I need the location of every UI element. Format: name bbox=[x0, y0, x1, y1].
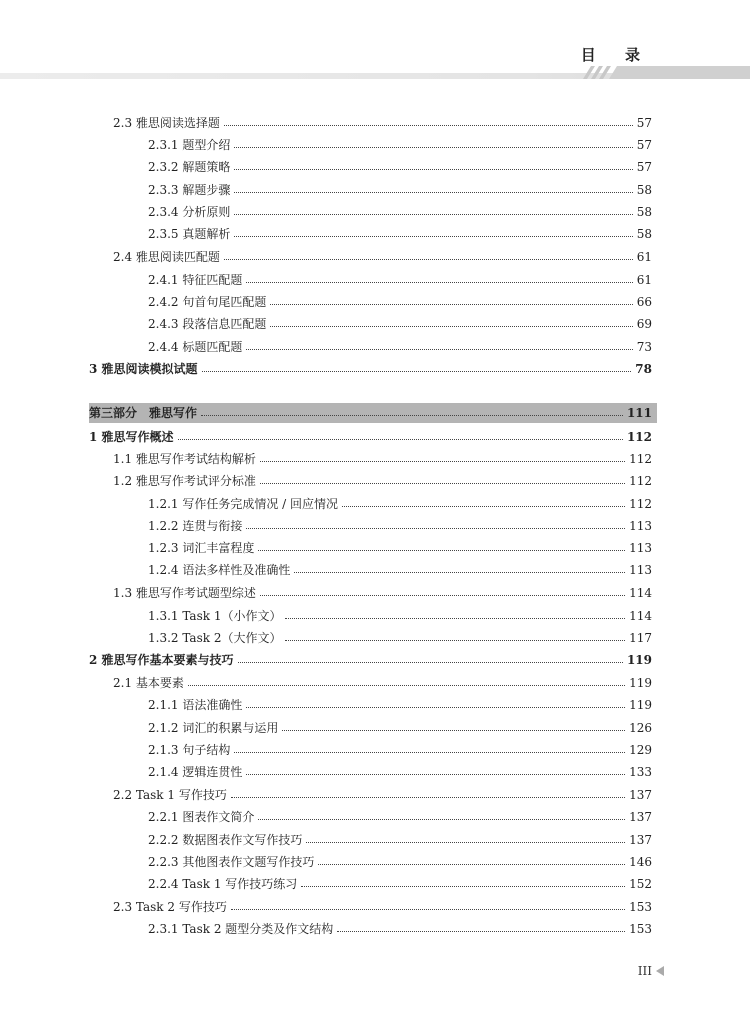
toc-entry-title: 2.4 雅思阅读匹配题 bbox=[113, 250, 220, 264]
toc-dot-leader bbox=[260, 460, 625, 462]
toc-entry-title: 2 雅思写作基本要素与技巧 bbox=[89, 653, 234, 667]
toc-dot-leader bbox=[260, 594, 625, 596]
toc-entry-title: 2.4.4 标题匹配题 bbox=[148, 340, 243, 354]
toc-dot-leader bbox=[294, 571, 625, 573]
toc-entry bbox=[0, 247, 750, 267]
toc-dot-leader bbox=[258, 818, 625, 820]
toc-page-number: 119 bbox=[629, 676, 652, 690]
toc-page-number: 61 bbox=[636, 273, 652, 287]
toc-entry bbox=[0, 516, 750, 536]
toc-page-number: 58 bbox=[636, 183, 652, 197]
toc-page-number: 112 bbox=[629, 474, 652, 488]
toc-entry-title: 2.4.3 段落信息匹配题 bbox=[148, 317, 267, 331]
toc-page-number: 137 bbox=[629, 788, 652, 802]
toc-entry-title: 2.4.2 句首句尾匹配题 bbox=[148, 295, 267, 309]
toc-entry bbox=[0, 292, 750, 312]
toc-page-number: 57 bbox=[636, 138, 652, 152]
toc-entry bbox=[0, 740, 750, 760]
toc-entry-title: 2.1.4 逻辑连贯性 bbox=[148, 765, 243, 779]
toc-page-number: 137 bbox=[629, 833, 652, 847]
toc-entry bbox=[0, 874, 750, 894]
toc-dot-leader bbox=[231, 796, 625, 798]
toc-entry bbox=[0, 718, 750, 738]
toc-dot-leader bbox=[234, 235, 633, 237]
toc-entry bbox=[0, 224, 750, 244]
toc-entry-title: 1.2.4 语法多样性及准确性 bbox=[148, 563, 291, 577]
toc-entry-title: 1 雅思写作概述 bbox=[89, 430, 174, 444]
toc-page-number: 153 bbox=[629, 922, 652, 936]
toc-entry-title: 2.4.1 特征匹配题 bbox=[148, 273, 243, 287]
toc-page-number: 112 bbox=[629, 452, 652, 466]
toc-entry bbox=[0, 650, 750, 670]
toc-entry bbox=[0, 606, 750, 626]
toc-entry bbox=[0, 919, 750, 939]
toc-entry-title: 2.2.3 其他图表作文题写作技巧 bbox=[148, 855, 315, 869]
toc-page-number: 126 bbox=[629, 721, 652, 735]
toc-entry-title: 2.1.2 词汇的积累与运用 bbox=[148, 721, 279, 735]
toc-page-number: 57 bbox=[636, 160, 652, 174]
toc-page-number: 78 bbox=[635, 362, 652, 376]
toc-entry-title: 1.3.1 Task 1（小作文） bbox=[148, 609, 282, 623]
toc-entry-title: 3 雅思阅读模拟试题 bbox=[89, 362, 198, 376]
toc-entry-title: 1.3.2 Task 2（大作文） bbox=[148, 631, 282, 645]
toc-page-number: 58 bbox=[636, 205, 652, 219]
toc-part-entry bbox=[0, 403, 750, 423]
toc-entry-title: 1.2.2 连贯与衔接 bbox=[148, 519, 243, 533]
toc-entry bbox=[0, 494, 750, 514]
toc-entry bbox=[0, 852, 750, 872]
toc-page-number: 119 bbox=[629, 698, 652, 712]
toc-entry bbox=[0, 785, 750, 805]
toc-dot-leader bbox=[234, 168, 633, 170]
toc-entry-title: 2.3.1 题型介绍 bbox=[148, 138, 231, 152]
toc-entry bbox=[0, 270, 750, 290]
toc-dot-leader bbox=[342, 505, 625, 507]
toc-dot-leader bbox=[224, 124, 633, 126]
toc-page-number: 66 bbox=[636, 295, 652, 309]
header-stripes-decoration bbox=[575, 66, 750, 79]
toc-entry-title: 1.3 雅思写作考试题型综述 bbox=[113, 586, 256, 600]
toc-entry-title: 2.2.1 图表作文简介 bbox=[148, 810, 255, 824]
toc-dot-leader bbox=[260, 482, 625, 484]
toc-page-number: 133 bbox=[629, 765, 652, 779]
toc-dot-leader bbox=[234, 146, 633, 148]
toc-page-number: 113 bbox=[629, 519, 652, 533]
toc-entry bbox=[0, 762, 750, 782]
toc-entry bbox=[0, 471, 750, 491]
toc-page-number: 69 bbox=[636, 317, 652, 331]
toc-entry bbox=[0, 157, 750, 177]
toc-dot-leader bbox=[188, 684, 625, 686]
toc-entry-title: 1.2.1 写作任务完成情况 / 回应情况 bbox=[148, 497, 339, 511]
toc-page-number: 117 bbox=[629, 631, 652, 645]
toc-dot-leader bbox=[337, 930, 625, 932]
toc-entry bbox=[0, 202, 750, 222]
toc-entry bbox=[0, 583, 750, 603]
toc-entry bbox=[0, 830, 750, 850]
toc-page-number: 58 bbox=[636, 227, 652, 241]
toc-entry-title: 1.2 雅思写作考试评分标准 bbox=[113, 474, 256, 488]
page-footer bbox=[638, 964, 664, 978]
toc-entry-title: 第三部分 雅思写作 bbox=[89, 406, 198, 420]
toc-entry bbox=[0, 897, 750, 917]
toc-entry bbox=[0, 560, 750, 580]
toc-dot-leader bbox=[234, 213, 633, 215]
toc-entry-title: 2.3.4 分析原则 bbox=[148, 205, 231, 219]
toc-entry bbox=[0, 113, 750, 133]
toc-page-number: 119 bbox=[626, 653, 652, 667]
toc-page-number: 73 bbox=[636, 340, 652, 354]
toc-dot-leader bbox=[282, 729, 625, 731]
toc-entry-title: 2.3.3 解题步骤 bbox=[148, 183, 231, 197]
toc-dot-leader bbox=[318, 863, 625, 865]
toc-entry-title: 1.1 雅思写作考试结构解析 bbox=[113, 452, 256, 466]
toc-entry bbox=[0, 673, 750, 693]
toc-entry-title: 2.2.4 Task 1 写作技巧练习 bbox=[148, 877, 298, 891]
toc-page-number: 114 bbox=[629, 609, 652, 623]
toc-dot-leader bbox=[246, 527, 625, 529]
page-title: 目 录 bbox=[580, 46, 652, 64]
toc-entry bbox=[0, 449, 750, 469]
toc-entry-title: 1.2.3 词汇丰富程度 bbox=[148, 541, 255, 555]
toc-entry-title: 2.1.1 语法准确性 bbox=[148, 698, 243, 712]
toc-dot-leader bbox=[246, 773, 625, 775]
toc-entry-title: 2.1 基本要素 bbox=[113, 676, 184, 690]
toc-dot-leader bbox=[306, 841, 625, 843]
toc-dot-leader bbox=[270, 303, 633, 305]
toc-dot-leader bbox=[246, 706, 625, 708]
toc-page-number: 112 bbox=[626, 430, 652, 444]
toc-entry-title: 2.1.3 句子结构 bbox=[148, 743, 231, 757]
toc-page-number: 113 bbox=[629, 563, 652, 577]
toc-entry bbox=[0, 359, 750, 379]
toc-entry bbox=[0, 427, 750, 447]
toc-entry bbox=[0, 628, 750, 648]
toc-dot-leader bbox=[285, 617, 625, 619]
toc-dot-leader bbox=[234, 191, 633, 193]
toc-page-number: 57 bbox=[636, 116, 652, 130]
toc-entry-title: 2.3 雅思阅读选择题 bbox=[113, 116, 220, 130]
toc-dot-leader bbox=[234, 751, 625, 753]
toc-dot-leader bbox=[224, 258, 633, 260]
toc-entry bbox=[0, 807, 750, 827]
toc-entry-title: 2.3.1 Task 2 题型分类及作文结构 bbox=[148, 922, 334, 936]
toc-entry-title: 2.2.2 数据图表作文写作技巧 bbox=[148, 833, 303, 847]
toc-entry-title: 2.3.2 解题策略 bbox=[148, 160, 231, 174]
toc-dot-leader bbox=[246, 348, 633, 350]
page-number: III bbox=[637, 964, 652, 978]
toc-dot-leader bbox=[270, 325, 633, 327]
toc-page-number: 113 bbox=[629, 541, 652, 555]
toc-page-number: 111 bbox=[626, 406, 652, 420]
toc-page-number: 153 bbox=[629, 900, 652, 914]
toc-entry bbox=[0, 135, 750, 155]
toc-entry bbox=[0, 180, 750, 200]
toc-page-number: 129 bbox=[629, 743, 652, 757]
toc-dot-leader bbox=[258, 549, 625, 551]
toc-page-number: 112 bbox=[629, 497, 652, 511]
toc-dot-leader bbox=[231, 908, 625, 910]
toc-dot-leader bbox=[246, 281, 633, 283]
toc-page-number: 114 bbox=[629, 586, 652, 600]
toc-page-number: 146 bbox=[629, 855, 652, 869]
triangle-left-icon bbox=[656, 966, 664, 976]
toc-page-number: 152 bbox=[629, 877, 652, 891]
toc-entry bbox=[0, 314, 750, 334]
page-header bbox=[0, 0, 750, 80]
toc-dot-leader bbox=[238, 661, 623, 663]
toc-dot-leader bbox=[285, 639, 625, 641]
toc-entry-title: 2.3 Task 2 写作技巧 bbox=[113, 900, 227, 914]
toc-dot-leader bbox=[301, 885, 625, 887]
toc-entry-title: 2.3.5 真题解析 bbox=[148, 227, 231, 241]
toc-entry bbox=[0, 538, 750, 558]
toc-dot-leader bbox=[178, 438, 623, 440]
toc-dot-leader bbox=[201, 414, 623, 416]
toc-page-number: 137 bbox=[629, 810, 652, 824]
toc-entry-title: 2.2 Task 1 写作技巧 bbox=[113, 788, 227, 802]
toc-dot-leader bbox=[202, 370, 631, 372]
toc-page-number: 61 bbox=[636, 250, 652, 264]
toc-entry bbox=[0, 337, 750, 357]
toc-entry bbox=[0, 695, 750, 715]
